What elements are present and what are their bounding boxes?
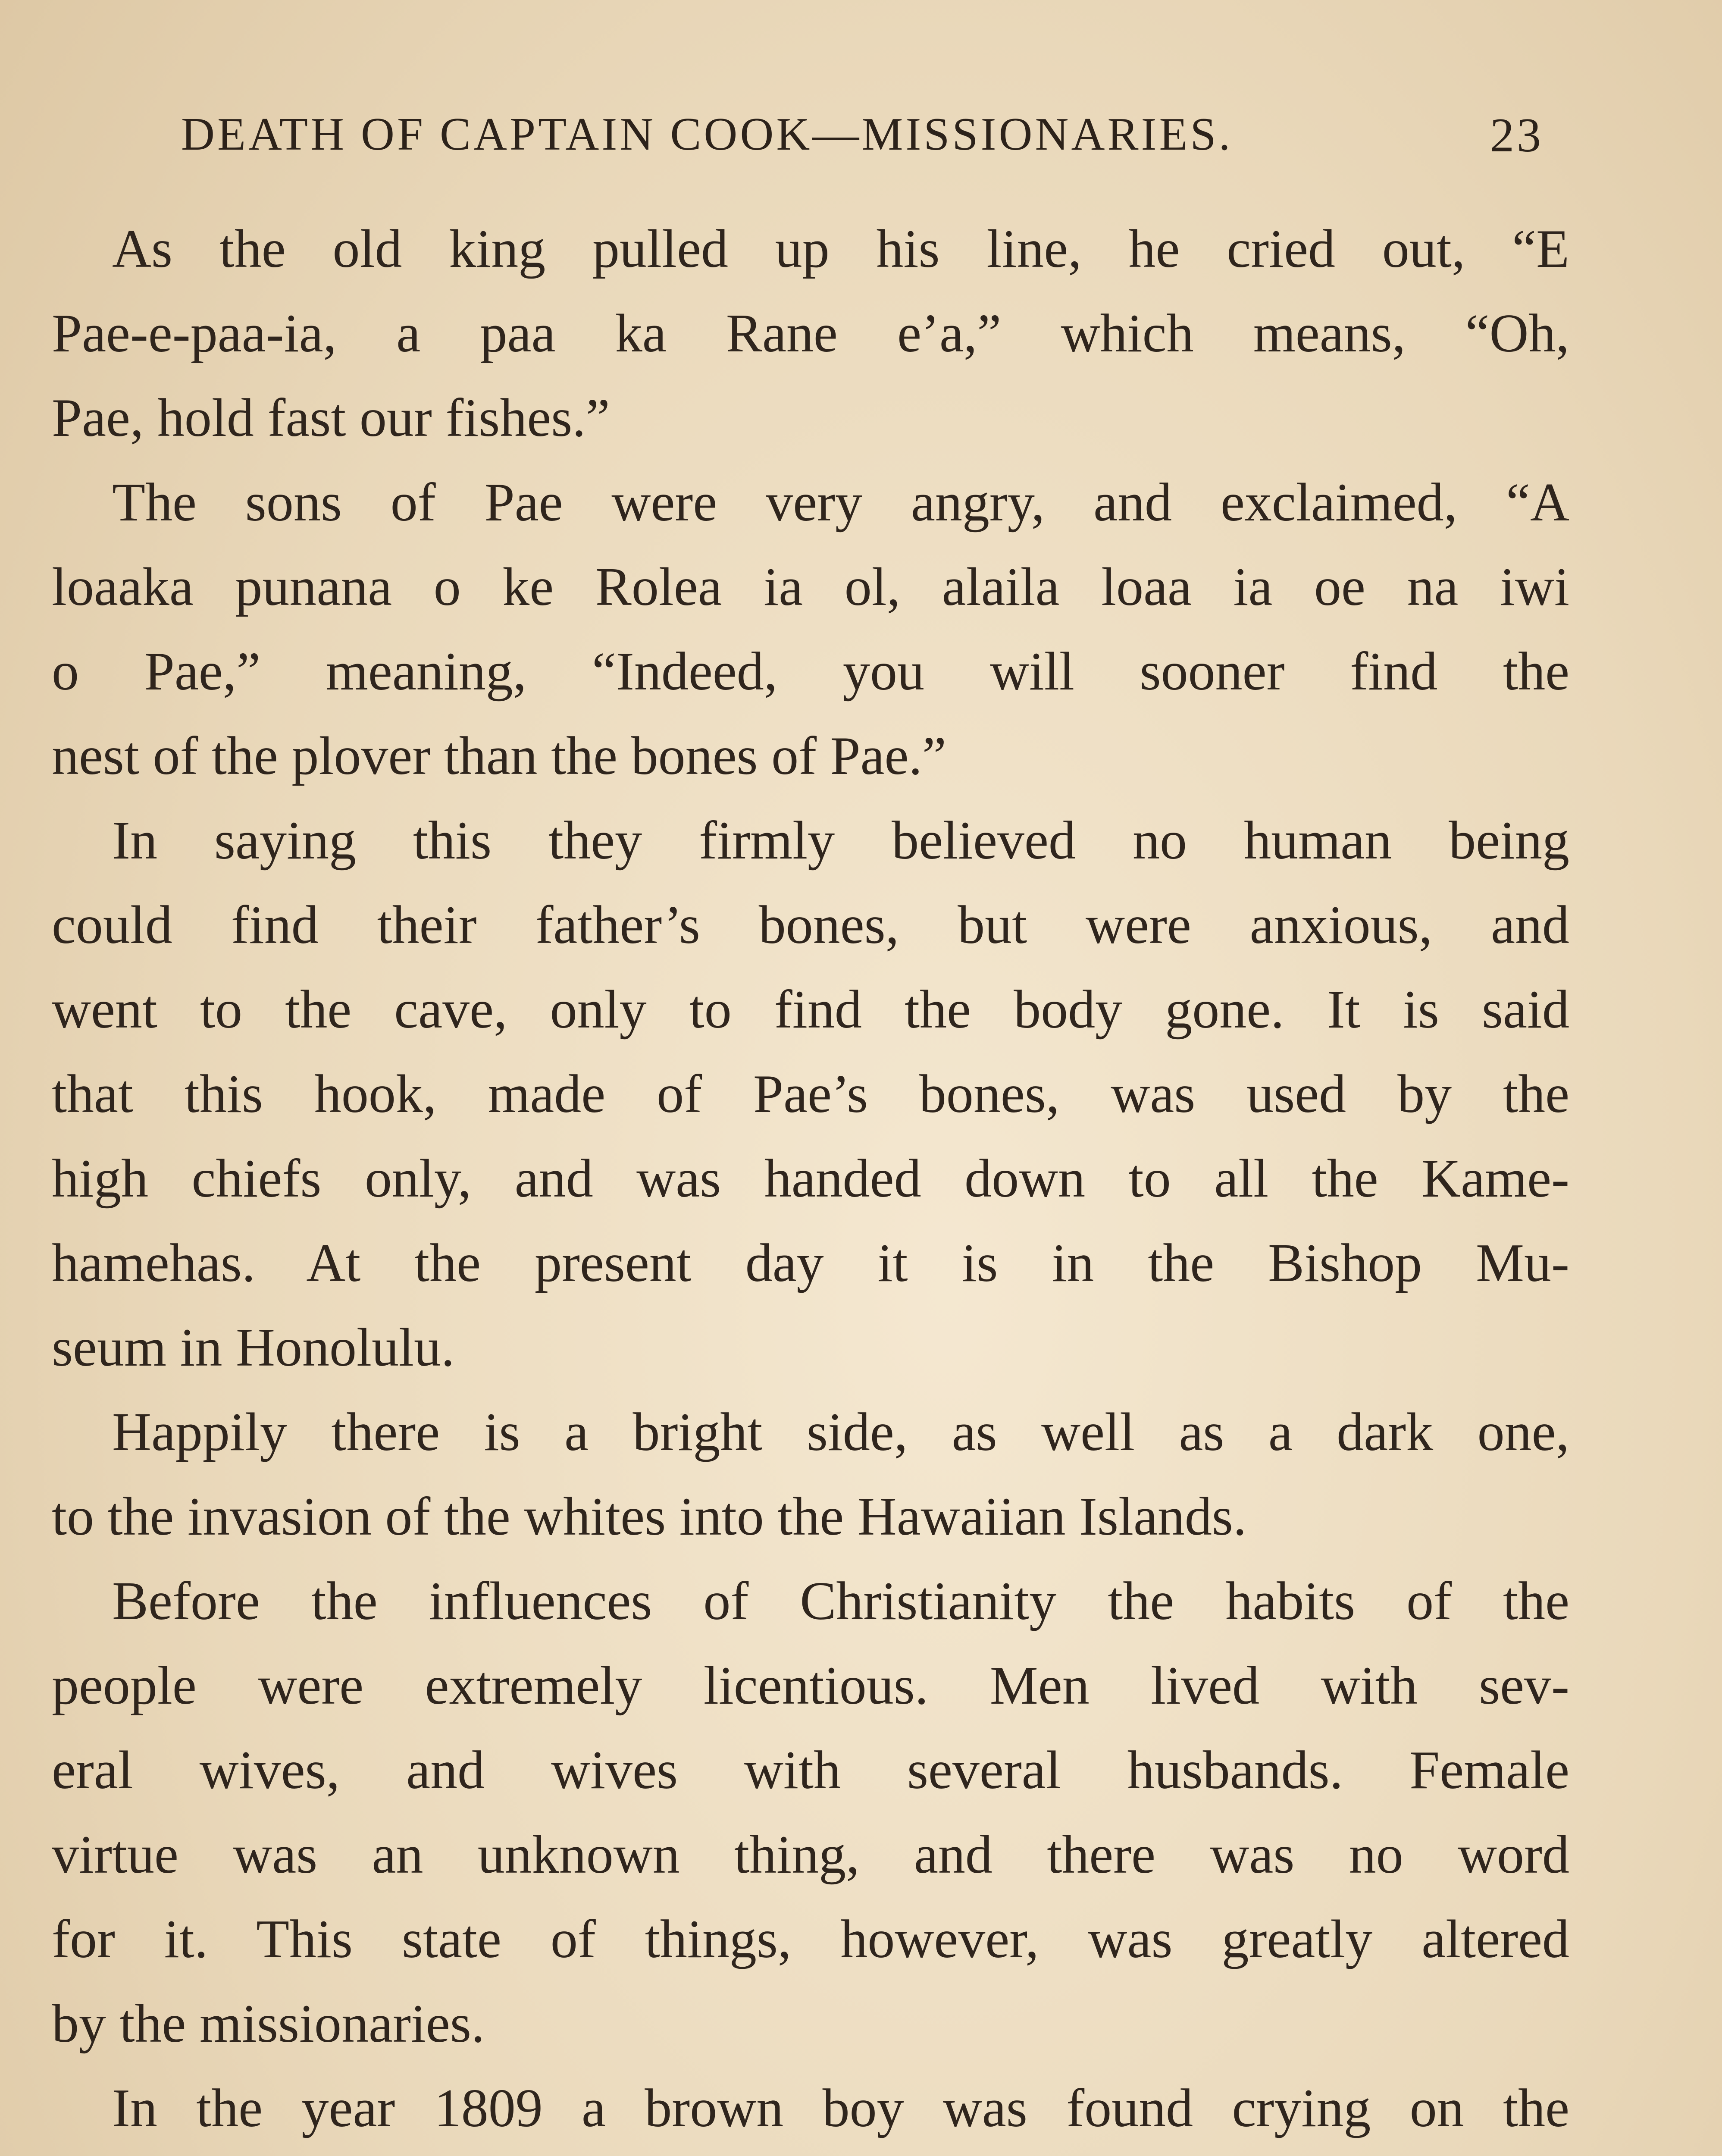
- page-number: 23: [1490, 109, 1544, 162]
- text-line: eral wives, and wives with several husbands. Female: [52, 1740, 1569, 1800]
- text-line: people were extremely licentious. Men lived with sev-: [52, 1656, 1569, 1716]
- text-line: to the invasion of the whites into the Hawaiian Islands.: [52, 1487, 1247, 1547]
- text-line: The sons of Pae were very angry, and exclaimed, “A: [112, 473, 1569, 533]
- text-line: Before the influences of Christianity the habits of the: [112, 1571, 1569, 1631]
- text-line: hamehas. At the present day it is in the Bishop Mu-: [52, 1233, 1569, 1293]
- text-line: loaaka punana o ke Rolea ia ol, alaila loaa ia oe na iwi: [52, 557, 1569, 617]
- text-line: went to the cave, only to find the body gone. It is said: [52, 980, 1569, 1040]
- text-line: that this hook, made of Pae’s bones, was used by the: [52, 1064, 1569, 1124]
- running-head: [181, 91, 1544, 168]
- text-line: for it. This state of things, however, was greatly altered: [52, 1909, 1569, 1969]
- text-line: In saying this they firmly believed no human being: [112, 811, 1569, 871]
- text-line: Happily there is a bright side, as well as a dark one,: [112, 1402, 1569, 1462]
- text-line: Pae-e-paa-ia, a paa ka Rane e’a,” which means, “Oh,: [52, 304, 1569, 364]
- text-line: [52, 2151, 1569, 2156]
- paragraph: [52, 461, 1569, 799]
- paragraph: [52, 2066, 1569, 2156]
- body-text: [52, 207, 1569, 2156]
- running-title: DEATH OF CAPTAIN COOK—MISSIONARIES.: [181, 109, 1233, 160]
- text-line: o Pae,” meaning, “Indeed, you will sooner find the: [52, 642, 1569, 702]
- paragraph: [52, 1390, 1569, 1559]
- text-line: could find their father’s bones, but were anxious, and: [52, 895, 1569, 955]
- paragraph: [52, 1559, 1569, 2066]
- text-line: seum in Honolulu.: [52, 1318, 455, 1378]
- text-line: high chiefs only, and was handed down to all the Kame-: [52, 1149, 1569, 1209]
- paragraph: [52, 799, 1569, 1390]
- text-line: In the year 1809 a brown boy was found crying on the: [112, 2078, 1569, 2138]
- text-line: virtue was an unknown thing, and there was no word: [52, 1825, 1569, 1885]
- paragraph: [52, 207, 1569, 461]
- text-line: by the missionaries.: [52, 1994, 485, 2054]
- text-line: Pae, hold fast our fishes.”: [52, 388, 610, 448]
- text-line: As the old king pulled up his line, he cried out, “E: [112, 219, 1569, 279]
- text-line: nest of the plover than the bones of Pae.”: [52, 726, 946, 786]
